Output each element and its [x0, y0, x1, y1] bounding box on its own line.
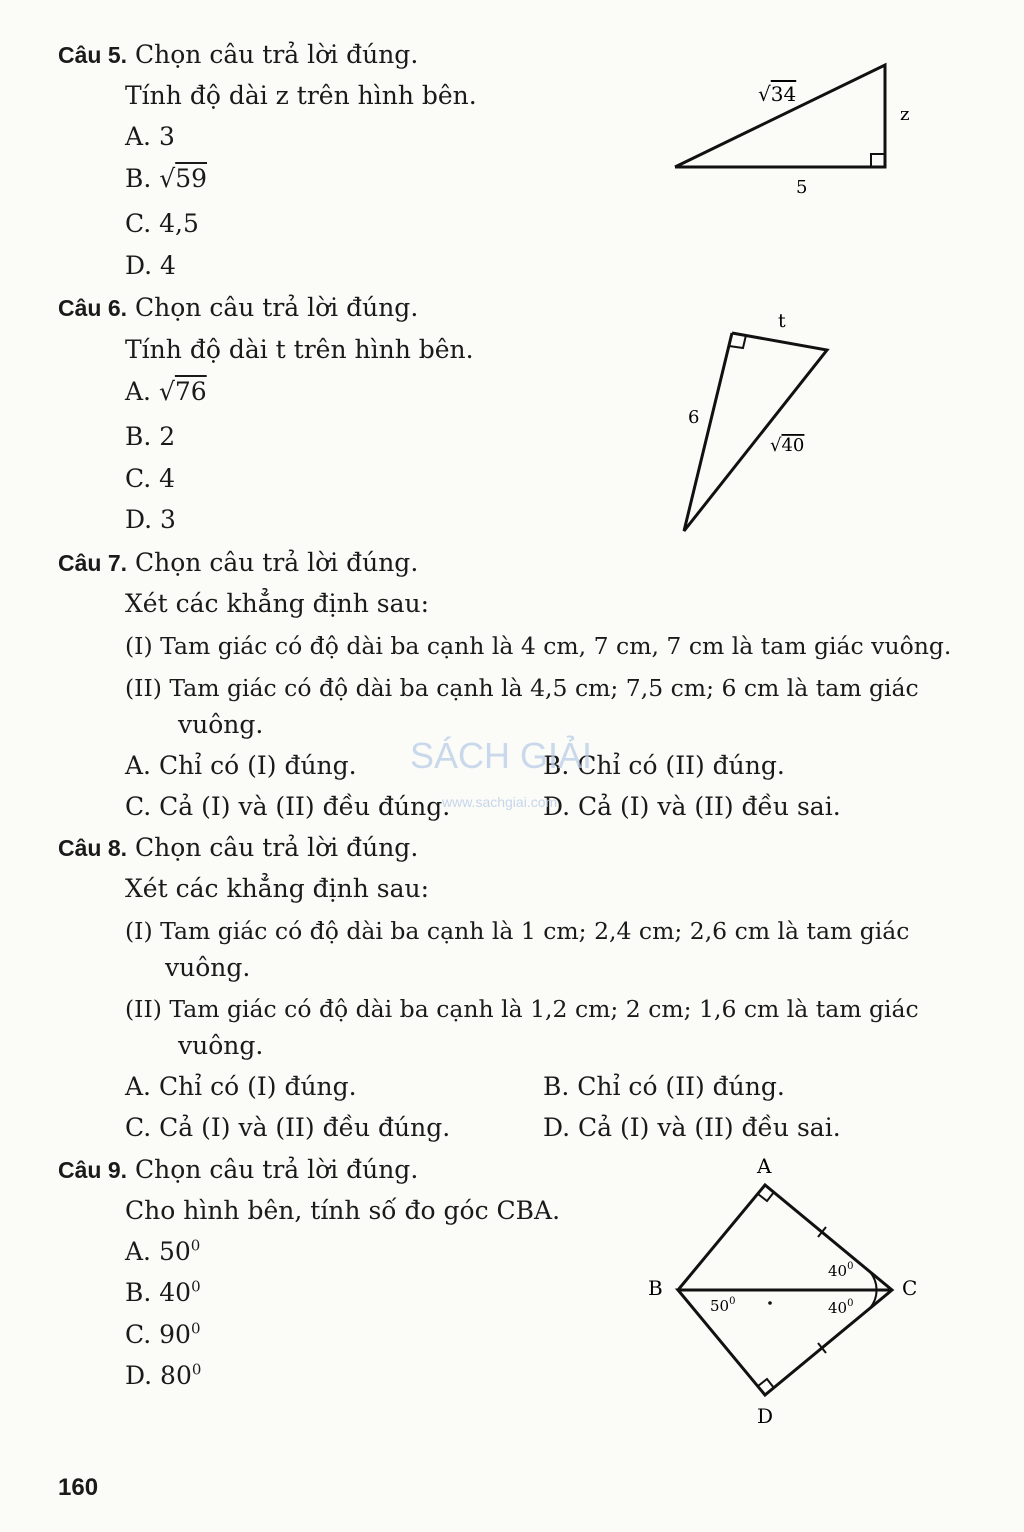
q7-option-b: B. Chỉ có (II) đúng. — [543, 751, 785, 780]
q8-option-a: A. Chỉ có (I) đúng. — [125, 1072, 357, 1101]
q5-base-label: 5 — [796, 177, 808, 198]
q8-option-d: D. Cả (I) và (II) đều sai. — [543, 1113, 841, 1142]
watermark-url: www.sachgiai.com — [442, 794, 558, 810]
q5-option-c: C. 4,5 — [125, 209, 199, 238]
q9-text: Cho hình bên, tính số đo góc CBA. — [125, 1196, 561, 1225]
q8-statement-2: (II) Tam giác có độ dài ba cạnh là 1,2 cm; 2 cm; 1,6 cm là tam giác — [125, 995, 919, 1023]
q5-heading: Câu 5. Chọn câu trả lời đúng. — [58, 40, 419, 69]
q7-statement-1: (I) Tam giác có độ dài ba cạnh là 4 cm, 7 cm, 7 cm là tam giác vuông. — [125, 632, 952, 660]
q8-statement-2-cont: vuông. — [178, 1031, 264, 1060]
q9-option-a: A. $50^0$ — [125, 1236, 201, 1266]
q6-top-label: t — [778, 310, 786, 332]
q9-angle-b: $50^0$ — [710, 1296, 736, 1315]
q7-statement-2: (II) Tam giác có độ dài ba cạnh là 4,5 cm; 7,5 cm; 6 cm là tam giác — [125, 674, 919, 702]
q9-heading: Câu 9. Chọn câu trả lời đúng. — [58, 1155, 419, 1184]
q8-statement-1: (I) Tam giác có độ dài ba cạnh là 1 cm; 2,4 cm; 2,6 cm là tam giác — [125, 917, 910, 945]
q9-label-d: D — [757, 1404, 774, 1428]
q9-label-b: B — [648, 1276, 663, 1300]
q6-left-label: 6 — [688, 407, 700, 428]
q5-hyp-label: √34 — [758, 82, 797, 106]
q9-option-c: C. $90^0$ — [125, 1319, 201, 1349]
q5-option-b: B. √59 — [125, 164, 208, 193]
q6-heading: Câu 6. Chọn câu trả lời đúng. — [58, 293, 419, 322]
q6-hyp-label: √40 — [770, 435, 805, 456]
q9-label-a: A — [757, 1154, 772, 1178]
q5-text: Tính độ dài z trên hình bên. — [125, 81, 477, 110]
q5-triangle-figure — [660, 55, 930, 205]
page-number: 160 — [58, 1474, 99, 1501]
q8-statement-1-cont: vuông. — [165, 953, 251, 982]
q6-option-d: D. 3 — [125, 505, 176, 534]
q6-option-a: A. √76 — [125, 377, 207, 406]
q9-angle-lower: $40^0$ — [828, 1298, 854, 1317]
q8-option-c: C. Cả (I) và (II) đều đúng. — [125, 1113, 451, 1142]
q5-option-d: D. 4 — [125, 251, 176, 280]
q7-text: Xét các khẳng định sau: — [125, 589, 430, 618]
q8-text: Xét các khẳng định sau: — [125, 874, 430, 903]
q6-text: Tính độ dài t trên hình bên. — [125, 335, 474, 364]
q6-triangle-figure — [670, 305, 850, 545]
q9-option-d: D. $80^0$ — [125, 1360, 202, 1390]
q9-option-b: B. $40^0$ — [125, 1277, 201, 1307]
q8-option-b: B. Chỉ có (II) đúng. — [543, 1072, 785, 1101]
q7-option-c: C. Cả (I) và (II) đều đúng. — [125, 792, 451, 821]
q7-heading: Câu 7. Chọn câu trả lời đúng. — [58, 548, 419, 577]
q7-option-d: D. Cả (I) và (II) đều sai. — [543, 792, 841, 821]
q7-statement-2-cont: vuông. — [178, 710, 264, 739]
q9-label-c: C — [902, 1276, 918, 1300]
q8-heading: Câu 8. Chọn câu trả lời đúng. — [58, 833, 419, 862]
q6-option-b: B. 2 — [125, 422, 176, 451]
q6-option-c: C. 4 — [125, 464, 176, 493]
q5-option-a: A. 3 — [125, 122, 175, 151]
watermark-brand: SÁCH GIẢI — [410, 735, 593, 776]
q9-kite-figure — [630, 1145, 930, 1435]
q7-option-a: A. Chỉ có (I) đúng. — [125, 751, 357, 780]
q5-side-label: z — [900, 104, 910, 125]
q9-angle-upper: $40^0$ — [828, 1261, 854, 1280]
